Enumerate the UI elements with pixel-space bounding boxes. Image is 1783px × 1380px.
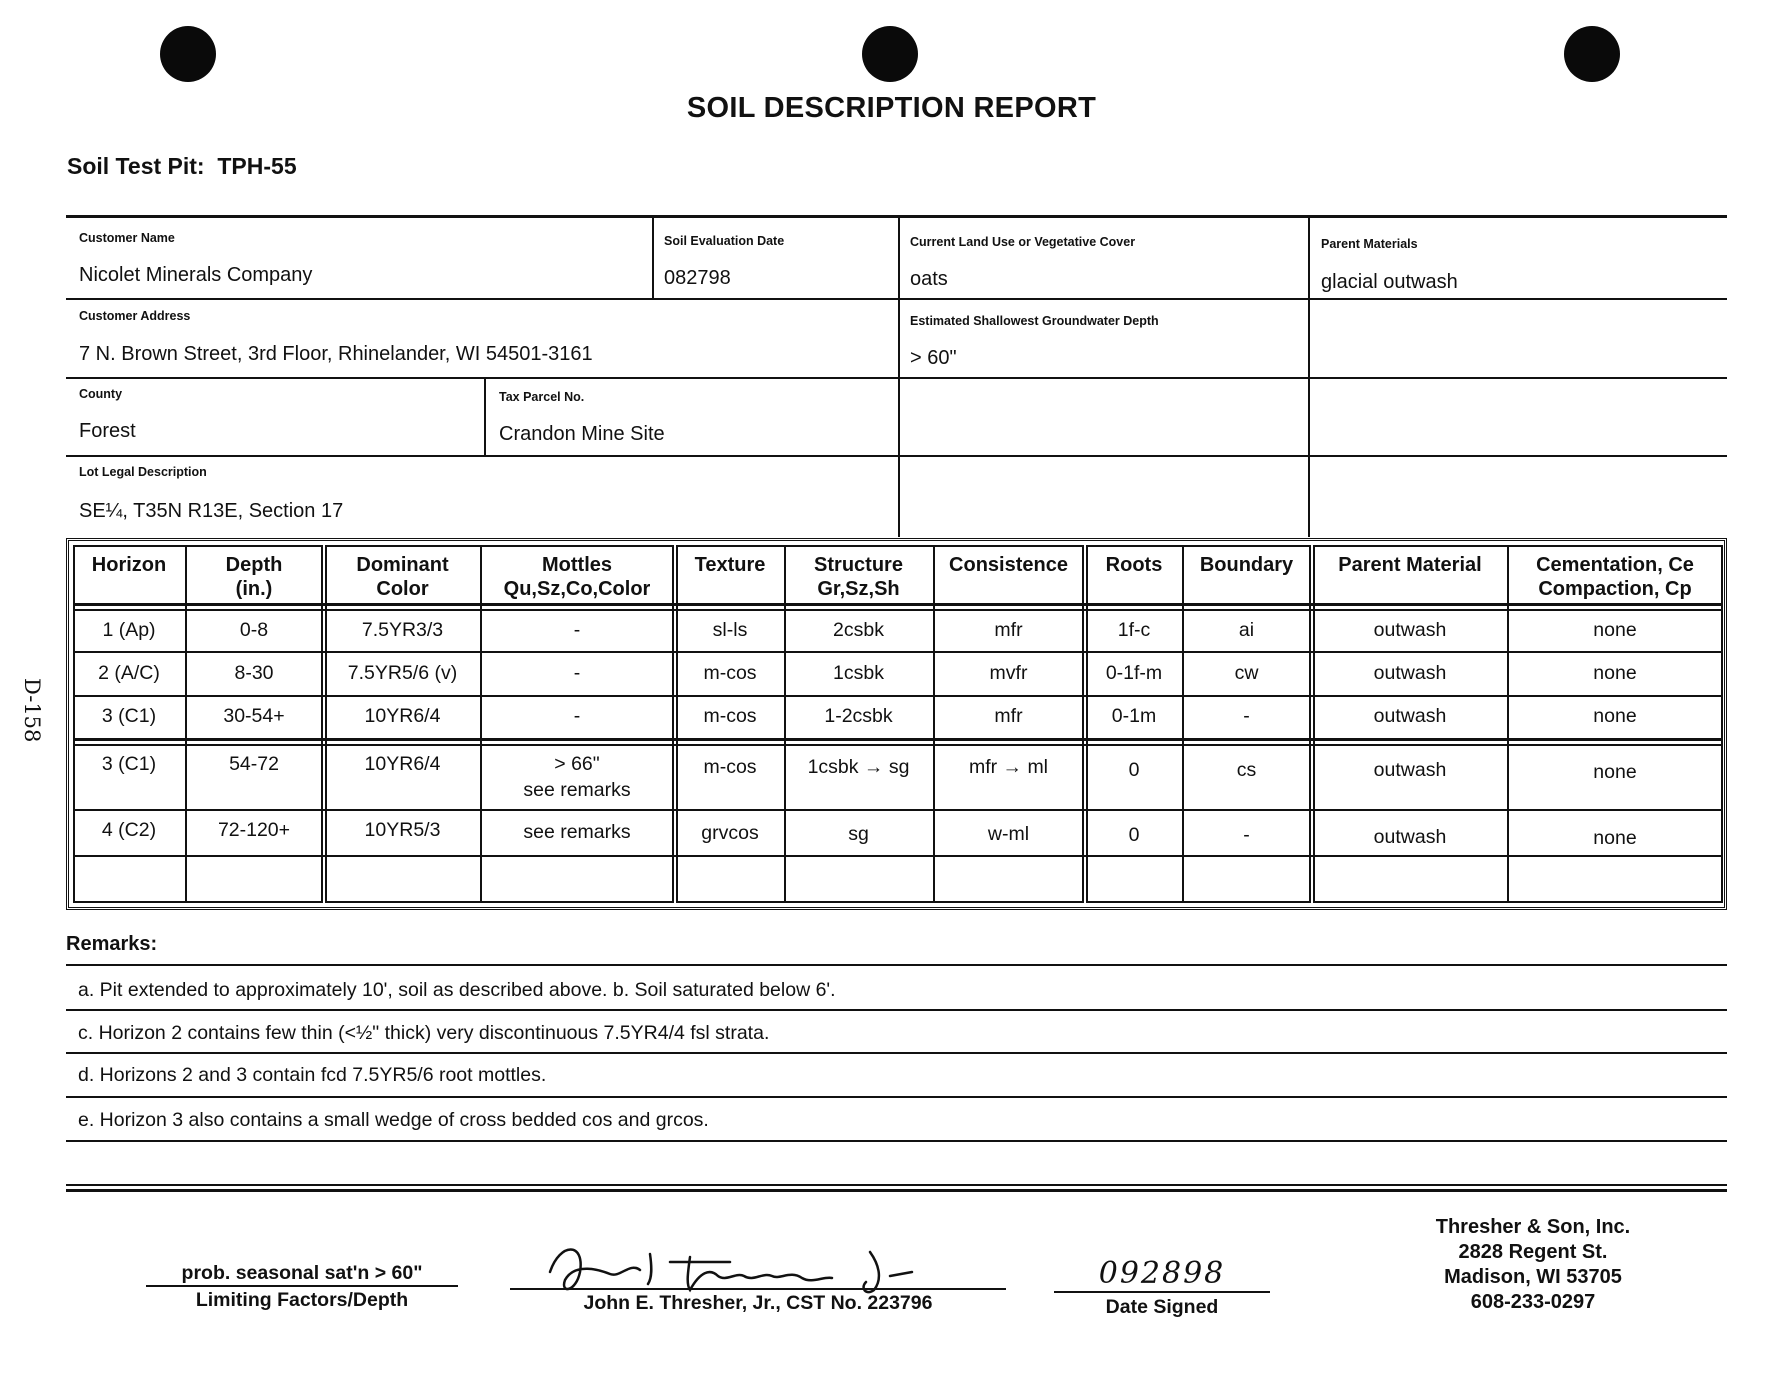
row-line [73,744,1723,746]
county-value: Forest [79,420,136,442]
cell-structure: 1-2csbk [824,705,893,727]
company-phone: 608-233-0297 [1470,1291,1596,1313]
remark-rule [66,964,1727,966]
col-header-depth [185,553,323,601]
cell-cementation: none [1593,705,1637,727]
cell-horizon: 4 (C2) [101,819,157,841]
horizon-table [66,538,1727,910]
row-line [73,609,1723,611]
cell-structure: 1csbk → sg [807,756,910,778]
cell-consistence: mfr [994,619,1023,641]
col-header-color-line2: Color [376,578,429,600]
cell-texture: m-cos [703,705,757,727]
remark-rule [66,1052,1727,1054]
cell-horizon: 2 (A/C) [98,662,160,684]
cell-boundary: - [1243,824,1250,846]
limiting-factors-value: prob. seasonal sat'n > 60" [181,1262,423,1284]
cell-parent-material: outwash [1373,759,1447,781]
cell-color: 7.5YR5/6 (v) [347,662,458,684]
date-signed-label: Date Signed [1105,1296,1219,1318]
signer-name: John E. Thresher, Jr., CST No. 223796 [583,1292,933,1314]
cell-mottles-line2: see remarks [523,779,631,801]
col-header-cementation [1507,553,1723,601]
tax-parcel-value: Crandon Mine Site [499,423,665,445]
tax-parcel-label: Tax Parcel No. [499,390,585,404]
customer-address-value: 7 N. Brown Street, 3rd Floor, Rhinelander, WI 54501-3161 [79,343,593,365]
col-header-mottles-line1: Mottles [542,554,612,576]
col-header-structure-line1: Structure [814,554,903,576]
cell-mottles: - [573,705,581,727]
cell-texture: grvcos [701,822,759,844]
cell-mottles [480,751,674,803]
legal-desc-label: Lot Legal Description [79,465,207,479]
cell-texture: sl-ls [712,619,748,641]
date-signed-value: 092898 [1098,1256,1226,1291]
cell-horizon: 1 (Ap) [102,619,156,641]
cell-texture: m-cos [703,756,757,778]
remark-rule [66,1096,1727,1098]
parent-materials-value: glacial outwash [1321,271,1458,293]
date-signed-line [1054,1291,1270,1293]
row-line [73,809,1723,811]
cell-mottles: see remarks [523,821,631,843]
remark-item: e. Horizon 3 also contains a small wedge of cross bedded cos and grcos. [78,1109,709,1131]
company-city: Madison, WI 53705 [1444,1266,1622,1288]
cell-color: 10YR6/4 [364,705,441,727]
groundwater-value: > 60" [910,347,957,369]
info-divider-d [484,377,486,455]
cell-parent-material: outwash [1373,619,1447,641]
parent-materials-label: Parent Materials [1321,237,1418,251]
info-rule-1 [66,298,1727,300]
report-title: SOIL DESCRIPTION REPORT [686,92,1097,124]
info-divider-b [898,215,900,537]
remark-rule [66,1189,1727,1192]
col-header-structure [784,553,933,601]
info-divider-c [1308,215,1310,537]
cell-cementation: none [1593,662,1637,684]
cell-mottles: - [573,662,581,684]
info-divider-a [652,215,654,298]
company-street: 2828 Regent St. [1458,1241,1608,1263]
signature-line [510,1288,1006,1290]
limiting-factors-label: Limiting Factors/Depth [195,1289,409,1311]
eval-date-label: Soil Evaluation Date [664,234,785,248]
cell-boundary: cs [1236,759,1257,781]
legal-desc-value: SE¼, T35N R13E, Section 17 [79,500,344,522]
info-top-rule [66,215,1727,218]
cell-roots: 1f-c [1117,619,1151,641]
row-line [73,738,1723,741]
cell-depth: 72-120+ [217,819,291,841]
customer-name-label: Customer Name [79,231,175,245]
cell-structure: sg [848,823,869,845]
cell-depth: 0-8 [239,619,269,641]
cell-depth: 54-72 [229,753,279,775]
cell-parent-material: outwash [1373,826,1447,848]
col-header-texture: Texture [694,554,766,576]
land-use-label: Current Land Use or Vegetative Cover [910,235,1136,249]
info-rule-2 [66,377,1727,379]
remark-rule [66,1140,1727,1142]
customer-address-label: Customer Address [79,309,191,323]
cell-parent-material: outwash [1373,705,1447,727]
remark-rule [66,1184,1727,1186]
side-code: D-158 [20,678,44,743]
cell-horizon: 3 (C1) [101,705,157,727]
cell-roots: 0 [1128,759,1140,781]
company-block [1402,1215,1664,1315]
cell-horizon: 3 (C1) [101,753,157,775]
cell-consistence: w-ml [987,823,1030,845]
company-name: Thresher & Son, Inc. [1435,1216,1631,1238]
soil-test-pit-value: TPH-55 [217,153,297,179]
cell-color: 7.5YR3/3 [361,619,444,641]
row-line [73,651,1723,653]
col-header-depth-line1: Depth [225,554,283,576]
land-use-value: oats [910,268,948,290]
col-header-roots: Roots [1105,554,1163,576]
cell-cementation: none [1593,761,1637,783]
row-line [73,695,1723,697]
cell-structure: 1csbk [833,662,884,684]
remark-rule [66,1009,1727,1011]
info-rule-3 [66,455,1727,457]
eval-date-value: 082798 [664,267,731,289]
cell-roots: 0-1m [1111,705,1157,727]
col-header-parent-material: Parent Material [1338,554,1482,576]
col-header-cementation-line2: Compaction, Cp [1538,578,1692,600]
col-header-cementation-line1: Cementation, Ce [1536,554,1694,576]
col-header-mottles-line2: Qu,Sz,Co,Color [503,578,651,600]
col-header-mottles [480,553,674,601]
cell-mottles: - [573,619,581,641]
cell-boundary: cw [1234,662,1259,684]
cell-consistence: mvfr [989,662,1028,684]
cell-color: 10YR6/4 [364,753,441,775]
cell-roots: 0 [1128,824,1140,846]
col-header-structure-line2: Gr,Sz,Sh [817,578,900,600]
cell-cementation: none [1593,619,1637,641]
col-header-color [325,553,480,601]
cell-cementation: none [1593,827,1637,849]
row-line [73,855,1723,857]
col-header-consistence: Consistence [949,554,1068,576]
remark-item: a. Pit extended to approximately 10', soil as described above. b. Soil saturated below 6'. [78,979,836,1001]
cell-structure: 2csbk [833,619,884,641]
col-header-horizon: Horizon [91,554,167,576]
cell-parent-material: outwash [1373,662,1447,684]
row-line [73,603,1723,606]
col-header-color-line1: Dominant [356,554,449,576]
col-header-boundary: Boundary [1199,554,1294,576]
cell-depth: 30-54+ [223,705,285,727]
cell-boundary: - [1243,705,1250,727]
cell-consistence: mfr → ml [968,756,1049,778]
customer-name-value: Nicolet Minerals Company [79,264,313,286]
remark-item: c. Horizon 2 contains few thin (<½" thick) very discontinuous 7.5YR4/4 fsl strata. [78,1022,770,1044]
cell-roots: 0-1f-m [1105,662,1163,684]
soil-test-pit [67,153,297,180]
cell-texture: m-cos [703,662,757,684]
limiting-factors-line [146,1285,458,1287]
soil-test-pit-label: Soil Test Pit: [67,153,205,179]
cell-color: 10YR5/3 [364,819,441,841]
binder-hole-right [1564,26,1620,82]
groundwater-label: Estimated Shallowest Groundwater Depth [910,314,1159,328]
cell-boundary: ai [1238,619,1255,641]
remarks-label: Remarks: [66,933,158,955]
col-header-depth-line2: (in.) [235,578,273,600]
cell-depth: 8-30 [234,662,274,684]
binder-hole-left [160,26,216,82]
binder-hole-center [862,26,918,82]
cell-consistence: mfr [994,705,1023,727]
cell-mottles-line1: > 66" [554,753,600,775]
county-label: County [79,387,123,401]
remark-item: d. Horizons 2 and 3 contain fcd 7.5YR5/6 root mottles. [78,1064,547,1086]
